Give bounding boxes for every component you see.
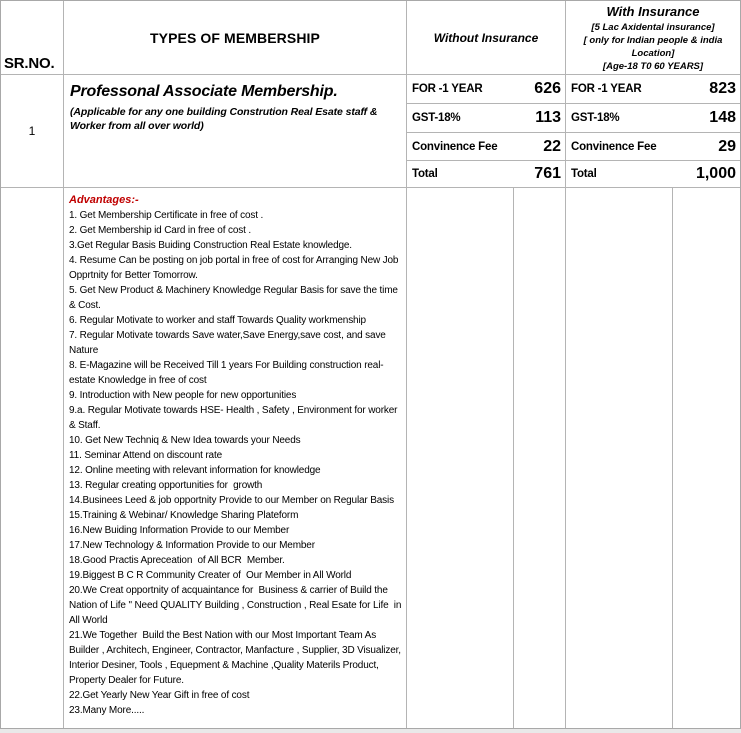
price-row-with-total[interactable] [566, 161, 740, 188]
sr-no-label: SR.NO. [4, 55, 55, 72]
advantage-item: 4. Resume Can be posting on job portal in free of cost for Arranging New Job Opprtnity for Better Tomorrow. [69, 255, 401, 281]
price-row-with-year[interactable] [566, 75, 740, 104]
advantage-item: 7. Regular Motivate towards Save water,Save Energy,save cost, and save Nature [69, 330, 389, 356]
advantage-item: 19.Biggest B C R Community Creater of Our Member in All World [69, 570, 352, 581]
advantage-item: 3.Get Regular Basis Buiding Construction Real Estate knowledge. [69, 240, 352, 251]
header-cell-without-insurance[interactable] [407, 1, 566, 75]
cell-empty-a[interactable] [1, 188, 64, 728]
cell-empty-c[interactable] [407, 188, 514, 728]
cell-empty-f[interactable] [673, 188, 740, 728]
price-label: Convinence Fee [412, 140, 498, 153]
price-label: Total [412, 168, 438, 180]
advantage-item: 13. Regular creating opportunities for growth [69, 480, 263, 491]
advantage-item: 10. Get New Techniq & New Idea towards your Needs [69, 435, 301, 446]
advantage-item: 8. E-Magazine will be Received Till 1 years For Building construction real-estate Knowledge in free of cost [69, 360, 384, 386]
with-insurance-subtitle-1: [5 Lac Axidental insurance] [591, 22, 715, 33]
price-value: 29 [718, 137, 736, 155]
price-row-with-gst[interactable] [566, 104, 740, 133]
advantage-item: 2. Get Membership id Card in free of cost . [69, 225, 251, 236]
price-value: 113 [535, 109, 561, 126]
advantages-list [69, 208, 402, 718]
price-row-without-total[interactable] [407, 161, 566, 188]
header-cell-sr-no[interactable] [1, 1, 64, 75]
advantage-item: 6. Regular Motivate to worker and staff Towards Quality workmenship [69, 315, 366, 326]
cell-empty-d[interactable] [514, 188, 566, 728]
price-row-with-convenience[interactable] [566, 133, 740, 161]
price-label: FOR -1 YEAR [571, 83, 642, 95]
price-value: 148 [709, 109, 736, 126]
cell-empty-e[interactable] [566, 188, 673, 728]
advantages-heading: Advantages:- [69, 194, 139, 206]
price-label: Convinence Fee [571, 140, 657, 153]
sheet-bottom-edge [0, 729, 741, 733]
advantage-item: 22.Get Yearly New Year Gift in free of cost [69, 690, 250, 701]
with-insurance-title: With Insurance [606, 4, 700, 19]
advantage-item: 16.New Buiding Information Provide to our Member [69, 525, 290, 536]
with-insurance-subtitle-3: [Age-18 T0 60 YEARS] [602, 61, 704, 72]
advantage-item: 15.Training & Webinar/ Knowledge Sharing Plateform [69, 510, 299, 521]
price-value: 1,000 [695, 165, 736, 182]
price-label: FOR -1 YEAR [412, 83, 483, 95]
with-insurance-subtitle-2: [ only for Indian people & india Location] [583, 35, 723, 59]
advantage-item: 17.New Technology & Information Provide to our Member [69, 540, 315, 551]
price-label: GST-18% [571, 112, 620, 124]
advantage-item: 18.Good Practis Apreceation of All BCR Member. [69, 555, 285, 566]
advantage-item: 12. Online meeting with relevant information for knowledge [69, 465, 321, 476]
header-cell-with-insurance[interactable] [566, 1, 740, 75]
advantage-item: 23.Many More..... [69, 705, 145, 716]
header-cell-types-of-membership[interactable] [64, 1, 407, 75]
advantage-item: 5. Get New Product & Machinery Knowledge Regular Basis for save the time & Cost. [69, 285, 401, 311]
types-of-membership-label: TYPES OF MEMBERSHIP [150, 29, 320, 46]
advantage-item: 20.We Creat opportnity of acquaintance for Business & carrier of Build the Nation of Life " Need QUALITY Building , Construction , Real Esate for Life in All World [69, 585, 404, 626]
advantage-item: 11. Seminar Attend on discount rate [69, 450, 222, 461]
price-value: 761 [534, 165, 561, 182]
price-value: 823 [709, 80, 736, 97]
advantage-item: 21.We Together Build the Best Nation with our Most Important Team As Builder , Architech, Engineer, Contractor, Manfacture , Supplier, 3D Visualizer, Interior Desiner, Tools , Equepment & Machine ,Quality Materils Product, Property Dealer for Future. [69, 630, 404, 686]
membership-note: (Applicable for any one building Constrution Real Esate staff & Worker from all over world) [70, 106, 378, 132]
price-label: GST-18% [412, 112, 461, 124]
price-row-without-gst[interactable] [407, 104, 566, 133]
advantage-item: 1. Get Membership Certificate in free of cost . [69, 210, 264, 221]
price-row-without-year[interactable] [407, 75, 566, 104]
price-value: 22 [543, 137, 561, 155]
price-row-without-convenience[interactable] [407, 133, 566, 161]
price-value: 626 [534, 80, 561, 97]
without-insurance-label: Without Insurance [433, 30, 539, 45]
advantage-item: 14.Businees Leed & job opportnity Provide to our Member on Regular Basis [69, 495, 394, 506]
advantage-item: 9. Introduction with New people for new opportunities [69, 390, 297, 401]
cell-serial-number[interactable] [1, 75, 64, 188]
serial-number-value: 1 [28, 124, 36, 138]
cell-membership-name[interactable] [64, 75, 407, 188]
advantage-item: 9.a. Regular Motivate towards HSE- Health , Safety , Environment for worker & Staff. [69, 405, 400, 431]
price-label: Total [571, 168, 597, 180]
cell-advantages[interactable] [64, 188, 407, 728]
membership-title: Professonal Associate Membership. [70, 83, 338, 100]
